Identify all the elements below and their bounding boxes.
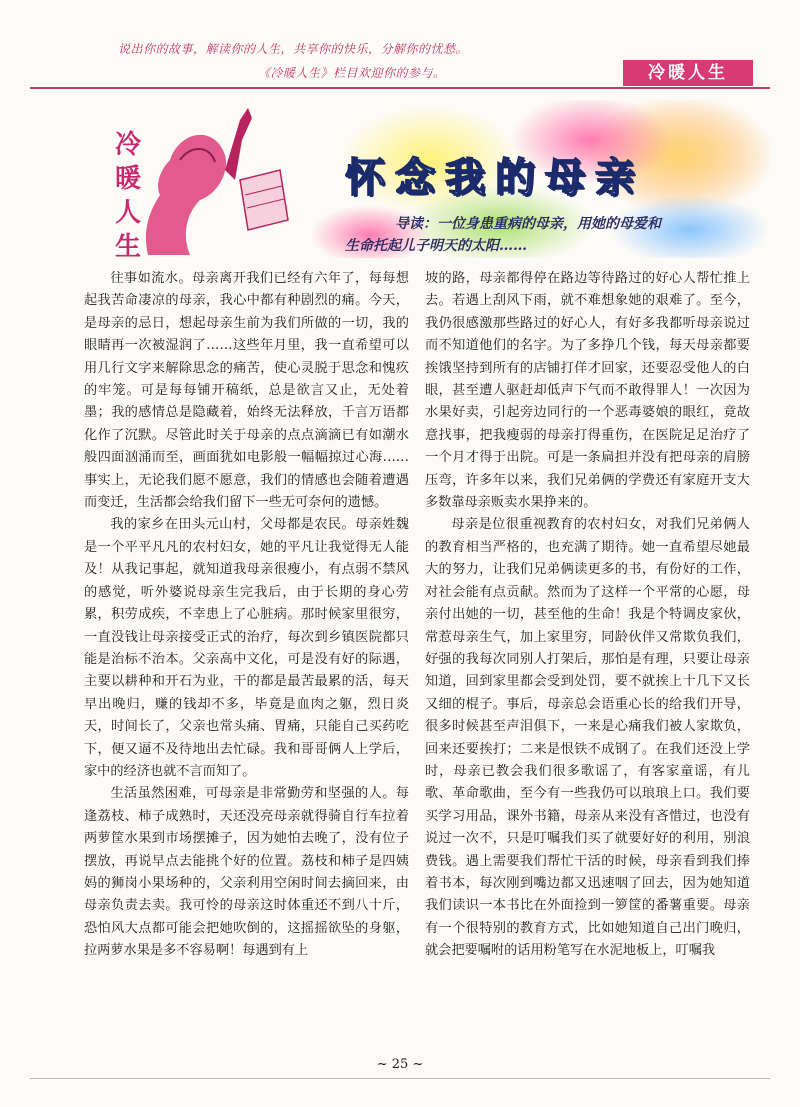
header-slogan-line1: 说出你的故事，解读你的人生，共享你的快乐，分解你的忧愁。 <box>118 42 469 56</box>
footer-divider <box>30 1078 770 1079</box>
vertical-title-char: 暖 <box>114 164 141 194</box>
paragraph: 我的家乡在田头元山村，父母都是农民。母亲姓魏是一个平平凡凡的农村妇女，她的平凡让我觉得无人能及！从我记事起，就知道我母亲很瘦小，有点弱不禁风的感觉，听外婆说母亲生完我后，由于长期的身心劳累，积劳成疾，不幸患上了心脏病。那时候家里很穷，一直没钱让母亲接受正式的治疗，每次到乡镇医院都只能是治标不治本。父亲高中文化，可是没有好的际遇，主要以耕种和开石为业，干的都是最苦最累的活，每天早出晚归，赚的钱却不多，毕竟是血肉之躯，烈日炎天，时间长了，父亲也常头痛、胃痛，只能自己买药吃下，便又逼不及待地出去忙碌。我和哥哥俩人上学后，家中的经济也就不言而知了。 <box>84 517 409 779</box>
paragraph: 坡的路，母亲都得停在路边等待路过的好心人帮忙推上去。若遇上刮风下雨，就不难想象她的艰难了。至今，我仍很感激那些路过的好心人，有好多我都听母亲说过而不知道他们的名字。为了多挣几个钱，每天母亲都要挨饿坚持到所有的店铺打佯才回家，还要忍受他人的白眼，甚至遭人驱赶却低声下气而不敢得罪人！一次因为水果好卖，引起旁边同行的一个恶毒婆娘的眼红，竟故意找事，把我瘦弱的母亲打得重伤，在医院足足治疗了一个月才得于出院。可是一条扁担并没有把母亲的肩膀压弯，许多年以来，我们兄弟俩的学费还有家庭开支大多数靠母亲贩卖水果挣来的。 <box>425 271 750 511</box>
intro-line: 生命托起儿子明天的太阳…… <box>345 238 527 254</box>
paragraph: 生活虽然困难，可母亲是非常勤劳和坚强的人。每逢荔枝、柿子成熟时，天还没亮母亲就得骑自行车拉着两萝筐水果到市场摆摊子，因为她怕去晚了，没有位子摆放，再说早点去能挑个好的位置。荔枝和柿子是四姨妈的狮岗小果场种的，父亲利用空闲时间去摘回来，由母亲负责去卖。我可怜的母亲这时体重还不到八十斤，恐怕风大点都可能会把她吹倒的，这摇摇欲坠的身躯，拉两萝水果是多不容易啊！每遇到有上 <box>84 786 409 959</box>
mother-silhouette-illustration <box>146 108 295 255</box>
paragraph: 母亲是位很重视教育的农村妇女，对我们兄弟俩人的教育相当严格的，也充满了期待。她一直希望尽她最大的努力，让我们兄弟俩读更多的书，有份好的工作，对社会能有点贡献。然而为了这样一个平常的心愿，母亲付出她的一切，甚至他的生命！我是个特调皮家伙，常惹母亲生气，加上家里穷，同龄伙伴又常欺负我们，好强的我每次同别人打架后，那怕是有理，只要让母亲知道，回到家里都会受到处罚，要不就挨上十几下又长又细的棍子。事后，母亲总会语重心长的给我们开导，很多时候甚至声泪俱下，一来是心痛我们被人家欺负，回来还要挨打；二来是恨铁不成钢了。在我们还没上学时，母亲已教会我们很多歌谣了，有客家童谣，有儿歌、革命歌曲，至今有一些我仍可以琅琅上口。我们要买学习用品，课外书籍，母亲从来没有吝惜过，也没有说过一次不，只是叮嘱我们买了就要好好的利用，别浪费钱。遇上需要我们帮忙干活的时候，母亲看到我们捧着书本，每次刚到嘴边都又迅速咽了回去，因为她知道我们读识一本书比在外面捡到一箩筐的番薯重要。母亲有一个很特别的教育方式，比如她知道自己出门晚归，就会把要嘱咐的话用粉笔写在水泥地板上，叮嘱我 <box>425 517 750 959</box>
article-intro <box>345 213 745 257</box>
article-column-left <box>84 268 409 1038</box>
vertical-title-char: 人 <box>114 198 141 228</box>
header-slogan-line2: 《冷暖人生》栏目欢迎你的参与。 <box>258 66 446 80</box>
section-badge: 冷暖人生 <box>623 60 753 86</box>
page-number: ~ 25 ~ <box>376 1057 424 1072</box>
article-title: 怀念我的母亲 <box>345 155 645 201</box>
vertical-title-char: 冷 <box>114 130 141 160</box>
intro-line: 导读：一位身患重病的母亲，用她的母爱和 <box>395 216 661 232</box>
vertical-column-title <box>108 128 148 264</box>
vertical-title-char: 生 <box>114 232 141 262</box>
article-column-right <box>425 268 750 1038</box>
paragraph: 往事如流水。母亲离开我们已经有六年了，每每想起我苦命凄凉的母亲，我心中都有种剧烈的痛。今天，是母亲的忌日，想起母亲生前为我们所做的一切，我的眼睛再一次被湿润了……这些年月里，我一直希望可以用几行文字来解除思念的痛苦，使心灵脱于思念和愧疚的牢笼。可是每每铺开稿纸，总是欲言又止，无处着墨；我的感情总是隐藏着，始终无法释放，千言万语都化作了沉默。尽管此时关于母亲的点点滴滴已有如潮水般四面汹涌而至，画面犹如电影般一幅幅掠过心海……事实上，无论我们愿不愿意，我们的情感也会随着遭遇而变迁，生活都会给我们留下一些无可奈何的遗憾。 <box>84 271 409 511</box>
header-divider <box>30 87 770 89</box>
